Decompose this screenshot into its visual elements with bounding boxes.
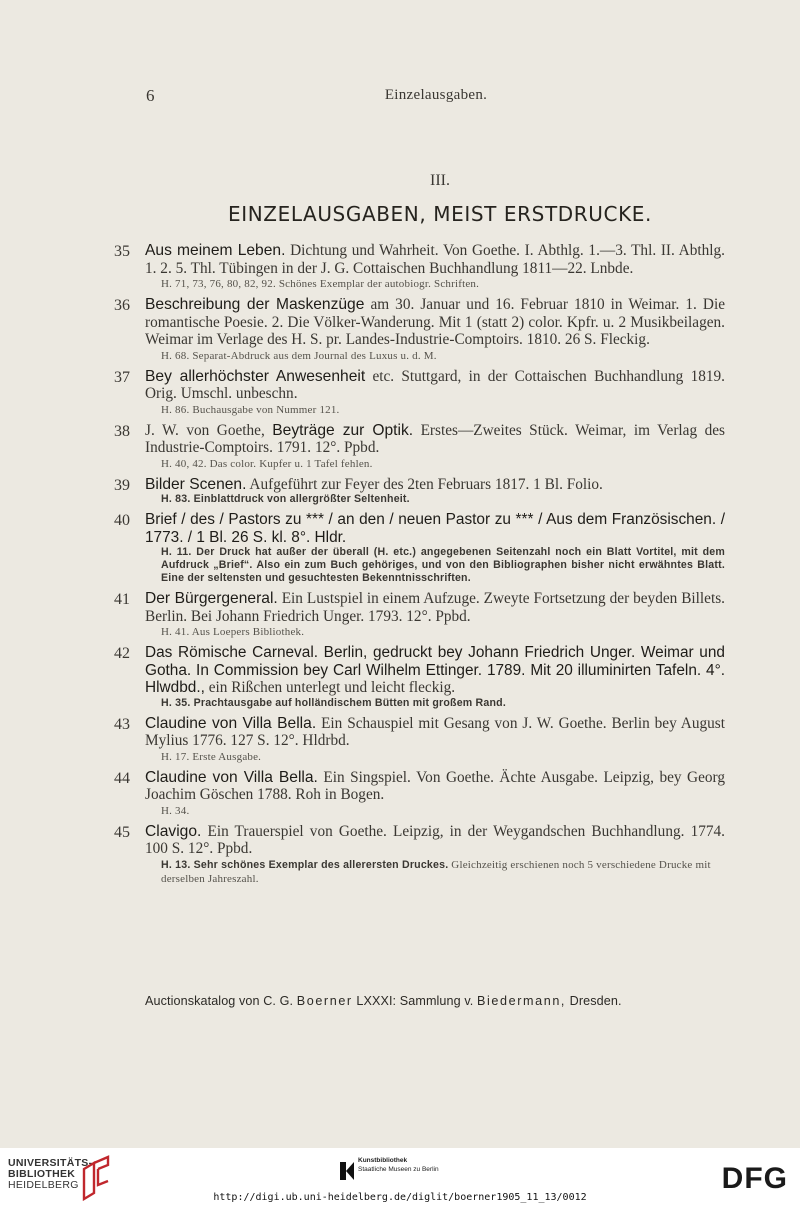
entry-number: 40 <box>114 512 130 529</box>
entry-text: Ein Schauspiel mit Gesang von J. W. Goethe. Berlin bey August Mylius 1776. 127 S. 12°. Hldrbd. <box>145 714 725 749</box>
entry-text: ein Rißchen unterlegt und leicht fleckig. <box>204 679 456 696</box>
entry-note: H. 35. Prachtausgabe auf holländischem Bütten mit großem Rand. <box>161 696 506 709</box>
uni-line-1: UNIVERSITÄTS- <box>8 1157 93 1169</box>
entry-title: Beyträge zur Optik. <box>272 421 414 439</box>
kb-line-1: Kunstbibliothek <box>358 1157 408 1164</box>
catalog-entry <box>114 475 725 507</box>
entry-text: Erstes—Zweites Stück. Weimar, im Verlag des Industrie-Comptoirs. 1791. 12°. Ppbd. <box>145 421 725 456</box>
entry-title: Brief / des / Pastors zu *** / an den / neuen Pastor zu *** / Aus dem Französischen. / 1773. / 1 Bl. 26 S. kl. 8°. Hldr. <box>145 511 725 546</box>
entry-title: Claudine von Villa Bella. <box>145 714 317 732</box>
entry-number: 39 <box>114 476 130 494</box>
entry-note: H. 11. Der Druck hat außer der überall (H. etc.) angegebenen Seitenzahl noch ein Blatt Vortitel, mit dem Aufdruck „Brief“. Also ein zum Buch gehöriges, und von den Bibliographen bisher nicht erwähntes Blatt. Eine der seltensten und gesuchtesten Bekenntnisschriften. <box>161 546 725 584</box>
entry-body <box>145 476 725 494</box>
entry-note: H. 17. Erste Ausgabe. <box>161 750 262 763</box>
entry-text: Aufgeführt zur Feyer des 2ten Februars 1817. 1 Bl. Folio. <box>246 475 603 493</box>
entry-body <box>145 296 725 349</box>
entry-number: 41 <box>114 591 130 608</box>
footer-text-c: LXXXI: Sammlung v. <box>356 994 474 1008</box>
entry-body <box>145 422 725 457</box>
entry-title: Aus meinem Leben. <box>145 242 286 259</box>
footer-text-a: Auctionskatalog von C. G. <box>145 994 294 1008</box>
dfg-logo: DFG <box>721 1162 788 1195</box>
catalog-entry <box>114 590 726 639</box>
library-bar <box>0 1148 800 1208</box>
permalink-url[interactable]: http://digi.ub.uni-heidelberg.de/diglit/boerner1905_11_13/0012 <box>213 1192 587 1203</box>
entry-title: Das Römische Carneval. Berlin, gedruckt bey Johann Friedrich Unger. Weimar und Gotha. In Commission bey Carl Wilhelm Ettinger. 1789. Mit 20 illuminirten Tafeln. 4°. Hlwdbd., <box>145 644 725 696</box>
entry-number: 35 <box>114 243 130 260</box>
entry-note <box>145 858 725 886</box>
entry-note: H. 34. <box>161 804 190 817</box>
entry-number: 42 <box>114 645 130 662</box>
entry-text: etc. Stuttgard, in der Cottaischen Buchhandlung 1819. Orig. Umschl. unbeschn. <box>145 367 726 402</box>
entry-author: J. W. von Goethe, <box>145 421 273 439</box>
entry-body <box>145 769 725 804</box>
running-header <box>146 86 726 106</box>
catalog-entries <box>114 242 726 891</box>
catalog-entry <box>114 367 726 417</box>
entry-note: H. 41. Aus Loepers Bibliothek. <box>161 626 305 638</box>
entry-title: Der Bürgergeneral. <box>145 590 278 607</box>
entry-body <box>145 368 725 403</box>
entry-title: Bilder Scenen. <box>145 475 247 493</box>
entry-text: Ein Singspiel. Von Goethe. Ächte Ausgabe. Leipzig, bey Georg Joachim Göschen 1788. Roh in Bogen. <box>145 768 725 803</box>
catalog-entry <box>114 768 725 818</box>
entry-number: 38 <box>114 422 130 440</box>
footer-text-b: Boerner <box>296 994 353 1008</box>
entry-title: Claudine von Villa Bella. <box>145 768 318 786</box>
entry-number: 43 <box>114 715 130 733</box>
entry-title: Clavigo. <box>145 822 202 840</box>
entry-title: Beschreibung der Maskenzüge <box>145 296 365 313</box>
kunstbibliothek-logo-icon <box>340 1162 354 1180</box>
catalog-entry <box>114 242 725 291</box>
entry-note-rest: Gleichzeitig erschienen noch 5 verschiedene Drucke mit derselben Jahreszahl. <box>161 858 711 885</box>
catalog-entry <box>114 296 725 363</box>
entry-note: H. 40, 42. Das color. Kupfer u. 1 Tafel fehlen. <box>161 457 373 470</box>
entry-body <box>145 644 725 697</box>
entry-number: 45 <box>114 823 130 841</box>
section-title: EINZELAUSGABEN, MEIST ERSTDRUCKE. <box>228 202 652 226</box>
entry-title: Bey allerhöchster Anwesenheit <box>145 367 366 385</box>
entry-number: 37 <box>114 368 130 386</box>
entry-number: 36 <box>114 297 130 314</box>
section-number: III. <box>430 172 450 189</box>
uni-line-3: HEIDELBERG <box>8 1179 79 1191</box>
entry-note: H. 83. Einblattdruck von allergrößter Seltenheit. <box>161 493 410 505</box>
kb-line-2: Staatliche Museen zu Berlin <box>358 1165 439 1173</box>
page-number: 6 <box>146 86 155 105</box>
catalog-entry <box>114 714 725 764</box>
entry-body <box>145 590 725 625</box>
entry-body <box>145 511 725 546</box>
entry-note: H. 71, 73, 76, 80, 82, 92. Schönes Exemplar der autobiogr. Schriften. <box>161 278 480 290</box>
entry-text: am 30. Januar und 16. Februar 1810 in Weimar. 1. Die romantische Poesie. 2. Die Völker-Wanderung. Mit 1 (statt 2) color. Kpfr. u. 2 Musikbeilagen. Weimar im Verlage des H. S. pr. Landes-Industrie-Comptoirs. 1810. 26 S. Fleckig. <box>145 296 725 348</box>
running-title: Einzelausgaben. <box>384 87 488 103</box>
entry-text: Ein Lustspiel in einem Aufzuge. Zweyte Fortsetzung der beyden Billets. Berlin. Bei Johann Friedrich Unger. 1793. 12°. Ppbd. <box>145 590 726 625</box>
entry-body <box>145 823 725 858</box>
entry-text: Dichtung und Wahrheit. Von Goethe. I. Abthlg. 1.—3. Thl. II. Abthlg. 1. 2. 5. Thl. Tübingen in der J. G. Cottaischen Buchhandlung 1811—22. Lnbde. <box>145 242 725 277</box>
footer-text-e: Dresden. <box>569 994 622 1008</box>
catalog-footer <box>145 994 725 1008</box>
footer-text-d: Biedermann, <box>477 994 567 1008</box>
entry-text: Ein Trauerspiel von Goethe. Leipzig, in der Weygandschen Buchhandlung. 1774. 100 S. 12°. Ppbd. <box>145 822 725 857</box>
entry-note: H. 68. Separat-Abdruck aus dem Journal des Luxus u. d. M. <box>161 349 437 362</box>
catalog-entry <box>114 421 725 471</box>
catalog-entry <box>114 511 725 585</box>
entry-body <box>145 242 725 277</box>
entry-number: 44 <box>114 769 130 787</box>
catalog-entry <box>114 822 725 886</box>
entry-note: H. 86. Buchausgabe von Nummer 121. <box>161 403 340 416</box>
kunstbibliothek-label <box>358 1157 439 1174</box>
entry-body <box>145 715 725 750</box>
entry-note-bold: H. 13. Sehr schönes Exemplar des allerersten Druckes. <box>161 858 449 871</box>
uni-line-2: BIBLIOTHEK <box>8 1168 76 1180</box>
catalog-entry <box>114 644 725 710</box>
